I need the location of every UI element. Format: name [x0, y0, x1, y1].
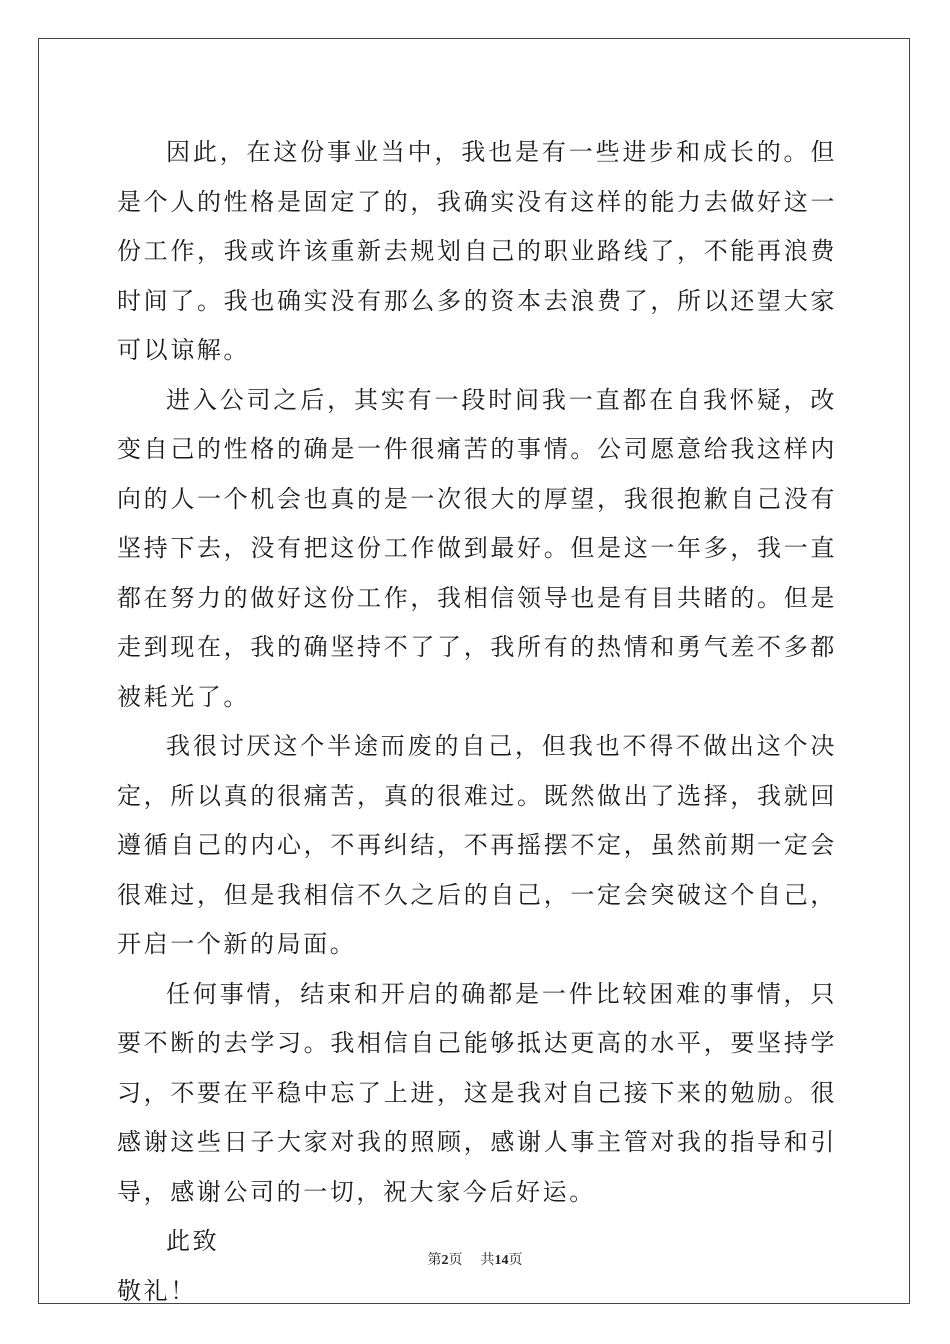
closing-salutation: 此致 — [166, 1227, 220, 1255]
paragraph-1: 因此，在这份事业当中，我也是有一些进步和成长的。但是个人的性格是固定了的，我确实没有这样的能力去做好这一份工作，我或许该重新去规划自己的职业路线了，不能再浪费时间了。我也确实没有那么多的资本去浪费了，所以还望大家可以谅解。 — [117, 138, 837, 364]
total-prefix: 共 — [480, 1253, 495, 1268]
total-pages: 14 — [494, 1253, 509, 1268]
paragraph-3: 我很讨厌这个半途而废的自己，但我也不得不做出这个决定，所以真的很痛苦，真的很难过。既然做出了选择，我就回遵循自己的内心，不再纠结，不再摇摆不定，虽然前期一定会很难过，但是我相信不久之后的自己，一定会突破这个自己，开启一个新的局面。 — [117, 732, 837, 958]
closing-regards: 敬礼！ — [117, 1276, 197, 1305]
page-number: 2 — [441, 1253, 449, 1268]
page-footer — [0, 1249, 950, 1269]
page-suffix: 页 — [448, 1253, 463, 1268]
paragraph-4: 任何事情，结束和开启的确都是一件比较困难的事情，只要不断的去学习。我相信自己能够抵达更高的水平，要坚持学习，不要在平稳中忘了上进，这是我对自己接下来的勉励。很感谢这些日子大家对我的照顾，感谢人事主管对我的指导和引导，感谢公司的一切，祝大家今后好运。 — [117, 979, 837, 1206]
total-suffix: 页 — [508, 1253, 523, 1268]
page-prefix: 第 — [427, 1253, 442, 1268]
paragraph-2: 进入公司之后，其实有一段时间我一直都在自我怀疑，改变自己的性格的确是一件很痛苦的事情。公司愿意给我这样内向的人一个机会也真的是一次很大的厚望，我很抱歉自己没有坚持下去，没有把这份工作做到最好。但是这一年多，我一直都在努力的做好这份工作，我相信领导也是有目共睹的。但是走到现在，我的确坚持不了了，我所有的热情和勇气差不多都被耗光了。 — [117, 385, 837, 711]
letter-body — [117, 128, 837, 1316]
